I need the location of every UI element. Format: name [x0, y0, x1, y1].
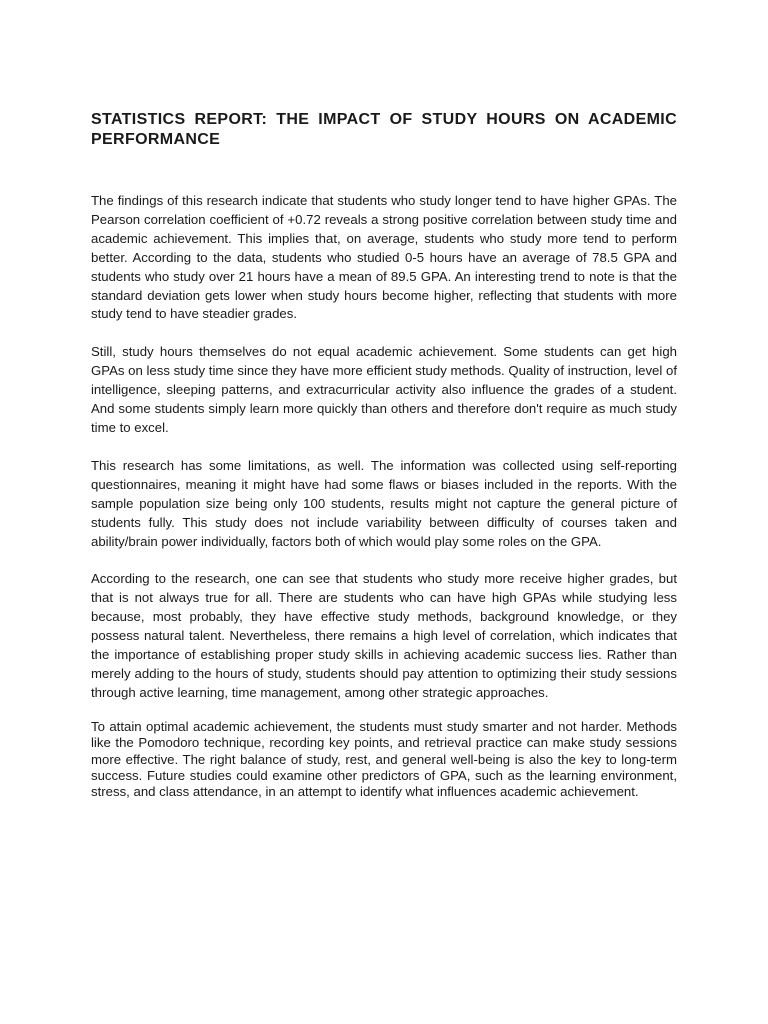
- paragraph-conclusion: To attain optimal academic achievement, the students must study smarter and not harder. Methods like the Pomodoro technique, recording key points, and retrieval practice can make study sessions more effective. The right balance of study, rest, and general well-being is also the key to long-term success. Future studies could examine other predictors of GPA, such as the learning environment, stress, and class attendance, in an attempt to identify what influences academic achievement.: [91, 718, 677, 800]
- paragraph-limitations: This research has some limitations, as well. The information was collected using self-reporting questionnaires, meaning it might have had some flaws or biases included in the reports. With the sample population size being only 100 students, results might not capture the general picture of students fully. This study does not include variability between difficulty of courses taken and ability/brain power individually, factors both of which would play some roles on the GPA.: [91, 457, 677, 549]
- report-title: STATISTICS REPORT: THE IMPACT OF STUDY HOURS ON ACADEMIC PERFORMANCE: [91, 111, 677, 148]
- paragraph-discussion: According to the research, one can see that students who study more receive higher grades, but that is not always true for all. There are students who can have high GPAs while studying less because, most probably, they have effective study methods, background knowledge, or they possess natural talent. Nevertheless, there remains a high level of correlation, which indicates that the importance of establishing proper study skills in achieving academic success lies. Rather than merely adding to the hours of study, students should pay attention to optimizing their study sessions through active learning, time management, among other strategic approaches.: [91, 571, 677, 700]
- paragraph-other-factors: Still, study hours themselves do not equal academic achievement. Some students can get high GPAs on less study time since they have more efficient study methods. Quality of instruction, level of intelligence, sleeping patterns, and extracurricular activity also influence the grades of a student. And some students simply learn more quickly than others and therefore don't require as much study time to excel.: [91, 344, 677, 435]
- paragraph-findings: The findings of this research indicate that students who study longer tend to have higher GPAs. The Pearson correlation coefficient of +0.72 reveals a strong positive correlation between study time and academic achievement. This implies that, on average, students who study more tend to perform better. According to the data, students who studied 0-5 hours have an average of 78.5 GPA and students who study over 21 hours have a mean of 89.5 GPA. An interesting trend to note is that the standard deviation gets lower when study hours become higher, reflecting that students with more study tend to have steadier grades.: [91, 193, 677, 322]
- document-page: [91, 110, 677, 819]
